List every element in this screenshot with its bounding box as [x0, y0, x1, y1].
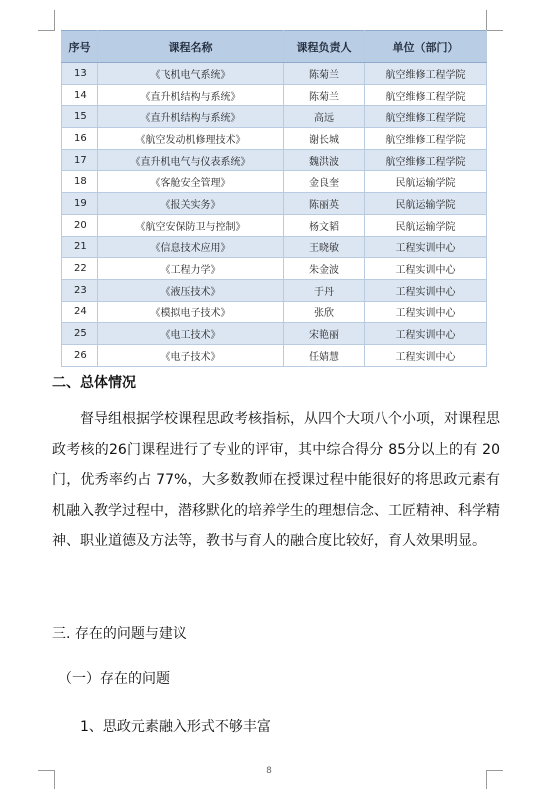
cell-course-name: 《航空发动机修理技术》 [98, 128, 284, 150]
cell-index: 19 [62, 193, 98, 215]
cell-index: 14 [62, 84, 98, 106]
section-heading-overview: 二、总体情况 [52, 375, 136, 391]
header-course-lead: 课程负责人 [284, 31, 365, 63]
cell-department: 工程实训中心 [365, 258, 487, 280]
cell-index: 25 [62, 323, 98, 345]
cell-course-name: 《航空安保防卫与控制》 [98, 214, 284, 236]
cell-department: 民航运输学院 [365, 171, 487, 193]
table-row [62, 149, 487, 171]
cell-course-lead: 王晓敏 [284, 236, 365, 258]
cell-course-name: 《直升机电气与仪表系统》 [98, 149, 284, 171]
crop-mark-top-left [38, 10, 55, 31]
table-header-row [62, 31, 487, 63]
issue-item-1: 1、思政元素融入形式不够丰富 [80, 719, 271, 735]
cell-course-lead: 金良奎 [284, 171, 365, 193]
table-row [62, 301, 487, 323]
crop-mark-top-right [486, 10, 503, 31]
cell-course-lead: 宋艳丽 [284, 323, 365, 345]
cell-department: 航空维修工程学院 [365, 84, 487, 106]
cell-index: 23 [62, 279, 98, 301]
table-row [62, 279, 487, 301]
cell-department: 航空维修工程学院 [365, 106, 487, 128]
cell-index: 16 [62, 128, 98, 150]
cell-course-name: 《报关实务》 [98, 193, 284, 215]
cell-course-lead: 张欣 [284, 301, 365, 323]
cell-course-name: 《直升机结构与系统》 [98, 106, 284, 128]
table-row [62, 63, 487, 85]
cell-department: 工程实训中心 [365, 236, 487, 258]
cell-index: 17 [62, 149, 98, 171]
cell-department: 工程实训中心 [365, 279, 487, 301]
cell-department: 工程实训中心 [365, 344, 487, 366]
cell-department: 民航运输学院 [365, 193, 487, 215]
cell-department: 航空维修工程学院 [365, 149, 487, 171]
cell-course-name: 《客舱安全管理》 [98, 171, 284, 193]
table-row [62, 214, 487, 236]
table-row [62, 193, 487, 215]
header-department: 单位（部门） [365, 31, 487, 63]
cell-course-lead: 陈丽英 [284, 193, 365, 215]
cell-course-name: 《工程力学》 [98, 258, 284, 280]
cell-course-lead: 杨文韬 [284, 214, 365, 236]
cell-course-lead: 任婧慧 [284, 344, 365, 366]
cell-department: 航空维修工程学院 [365, 128, 487, 150]
table-row [62, 258, 487, 280]
cell-index: 24 [62, 301, 98, 323]
cell-course-lead: 魏洪波 [284, 149, 365, 171]
header-index: 序号 [62, 31, 98, 63]
cell-course-lead: 于丹 [284, 279, 365, 301]
table-row [62, 171, 487, 193]
subsection-heading-issues: （一）存在的问题 [58, 671, 170, 687]
cell-index: 15 [62, 106, 98, 128]
table-body [62, 63, 487, 367]
table-row [62, 128, 487, 150]
cell-index: 20 [62, 214, 98, 236]
page-number: 8 [266, 766, 272, 776]
course-table [61, 30, 487, 367]
cell-course-name: 《电工技术》 [98, 323, 284, 345]
section-heading-issues: 三. 存在的问题与建议 [52, 626, 187, 642]
cell-index: 26 [62, 344, 98, 366]
table-row [62, 236, 487, 258]
overview-paragraph: 督导组根据学校课程思政考核指标，从四个大项八个小项，对课程思政考核的26门课程进行了专业的评审，其中综合得分 85分以上的有 20门，优秀率约占 77%，大多数教师在授课过程中能很好的将思政元素有机融入教学过程中，潜移默化的培养学生的理想信念、工匠精神、科学精神、职业道德及方法等，教书与育人的融合度比较好，育人效果明显。 [52, 411, 500, 549]
table-row [62, 323, 487, 345]
cell-course-name: 《直升机结构与系统》 [98, 84, 284, 106]
cell-course-name: 《电子技术》 [98, 344, 284, 366]
table-row [62, 84, 487, 106]
cell-course-name: 《模拟电子技术》 [98, 301, 284, 323]
cell-course-lead: 谢长城 [284, 128, 365, 150]
cell-department: 民航运输学院 [365, 214, 487, 236]
cell-course-lead: 陈菊兰 [284, 63, 365, 85]
cell-index: 13 [62, 63, 98, 85]
cell-index: 22 [62, 258, 98, 280]
cell-course-lead: 陈菊兰 [284, 84, 365, 106]
table-row [62, 106, 487, 128]
cell-department: 工程实训中心 [365, 301, 487, 323]
cell-course-lead: 高远 [284, 106, 365, 128]
cell-course-lead: 朱金波 [284, 258, 365, 280]
cell-department: 航空维修工程学院 [365, 63, 487, 85]
cell-course-name: 《液压技术》 [98, 279, 284, 301]
header-course-name: 课程名称 [98, 31, 284, 63]
table-row [62, 344, 487, 366]
cell-course-name: 《飞机电气系统》 [98, 63, 284, 85]
cell-department: 工程实训中心 [365, 323, 487, 345]
cell-course-name: 《信息技术应用》 [98, 236, 284, 258]
cell-index: 21 [62, 236, 98, 258]
cell-index: 18 [62, 171, 98, 193]
